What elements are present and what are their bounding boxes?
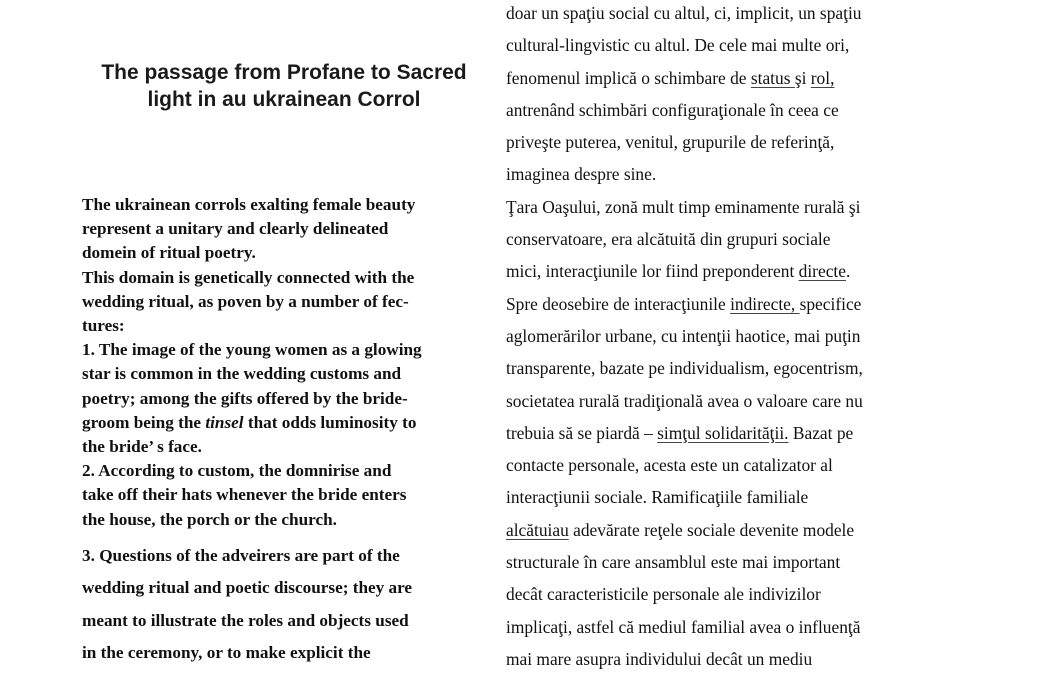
text-line [506,288,946,320]
text-line: meant to illustrate the roles and objects used [82,610,409,630]
text-line: contacte personale, acesta este un catalizator al [506,455,833,476]
underlined-term-alcatuiau: alcătuiau [506,519,569,540]
text-run: groom being the [82,412,206,432]
text-run: . [845,261,851,282]
text-line [506,514,946,546]
text-line: domein of ritual poetry. [82,243,256,263]
text-line [506,417,946,449]
underlined-term-status: status [750,67,795,88]
text-line: represent a unitary and clearly delineated [82,219,389,239]
text-line: structurale în care ansamblul este mai important [506,552,841,573]
underlined-term-directe: directe [798,261,846,282]
text-line: decât caracteristicile personale ale indivizilor [506,584,821,605]
text-line: transparente, bazate pe individualism, egocentrism, [506,358,863,379]
title-line-2: light in au ukrainean Corrol [147,88,421,111]
text-run: that odds luminosity to [243,412,417,432]
text-line: aglomerărilor urbane, cu intenţii haotice, mai puţin [506,325,861,346]
text-line: doar un spaţiu social cu altul, ci, implicit, un spaţiu [506,3,862,23]
text-line: 2. According to custom, the domnirise and [82,461,392,481]
text-line: tures: [82,316,125,336]
text-line: conservatoare, era alcătuită din grupuri sociale [506,229,831,250]
text-line: imaginea despre sine. [506,164,657,185]
text-run: Bazat pe [788,422,854,443]
text-line [506,62,946,94]
text-line: priveşte puterea, venitul, grupurile de referinţă, [506,132,835,153]
text-line: mai mare asupra individului decât un mediu [506,648,813,669]
text-line: societatea rurală tradiţională avea o valoare care nu [506,390,863,411]
list-item-3 [82,540,492,670]
text-line: interacţiunii sociale. Ramificaţiile familiale [506,487,809,508]
text-line: the house, the porch or the church. [82,509,337,529]
intro-paragraph [82,193,492,338]
text-line: cultural-lingvistic cu altul. De cele mai multe ori, [506,35,850,56]
text-line: 3. Questions of the adveirers are part of the [82,545,400,565]
romanian-body-column [506,0,946,675]
text-line [506,255,946,287]
english-abstract-column [82,193,492,670]
underlined-term-indirecte: indirecte, [730,293,800,314]
text-line: antrenând schimbări configuraţionale în ceea ce [506,99,839,120]
text-line: implicaţi, astfel că mediul familial avea o influenţă [506,616,861,637]
text-line: This domain is genetically connected with the [82,267,415,287]
emphasis-tinsel: tinsel [205,412,244,432]
list-item-1 [82,338,492,459]
text-line: 1. The image of the young women as a glowing [82,340,422,360]
text-line: wedding ritual, as poven by a number of fec- [82,291,409,311]
underlined-term-solidaritatii: simţul solidarităţii. [657,422,789,443]
text-line [82,411,492,435]
text-line: poetry; among the gifts offered by the bride- [82,388,408,408]
text-run: trebuia să se piardă – [506,422,658,443]
underlined-term-rol: rol, [810,67,835,88]
text-run: şi [794,67,811,88]
title-line-1: The passage from Profane to Sacred [101,61,467,84]
text-line: take off their hats whenever the bride enters [82,485,407,505]
text-run: fenomenul implică o schimbare de [506,67,751,88]
list-item-2 [82,459,492,532]
article-title [70,59,498,113]
text-line: in the ceremony, or to make explicit the [82,643,371,663]
text-line: star is common in the wedding customs and [82,364,402,384]
text-run: mici, interacţiunile lor fiind preponderent [506,261,799,282]
text-line: wedding ritual and poetic discourse; they are [82,578,413,598]
text-run: specifice [799,293,862,314]
text-run: Spre deosebire de interacţiunile [506,293,731,314]
text-line: Ţara Oaşului, zonă mult timp eminamente rurală şi [506,196,861,217]
text-run: adevărate reţele sociale devenite modele [568,519,855,540]
text-line: the bride’ s face. [82,437,202,457]
text-line: The ukrainean corrols exalting female beauty [82,195,416,214]
